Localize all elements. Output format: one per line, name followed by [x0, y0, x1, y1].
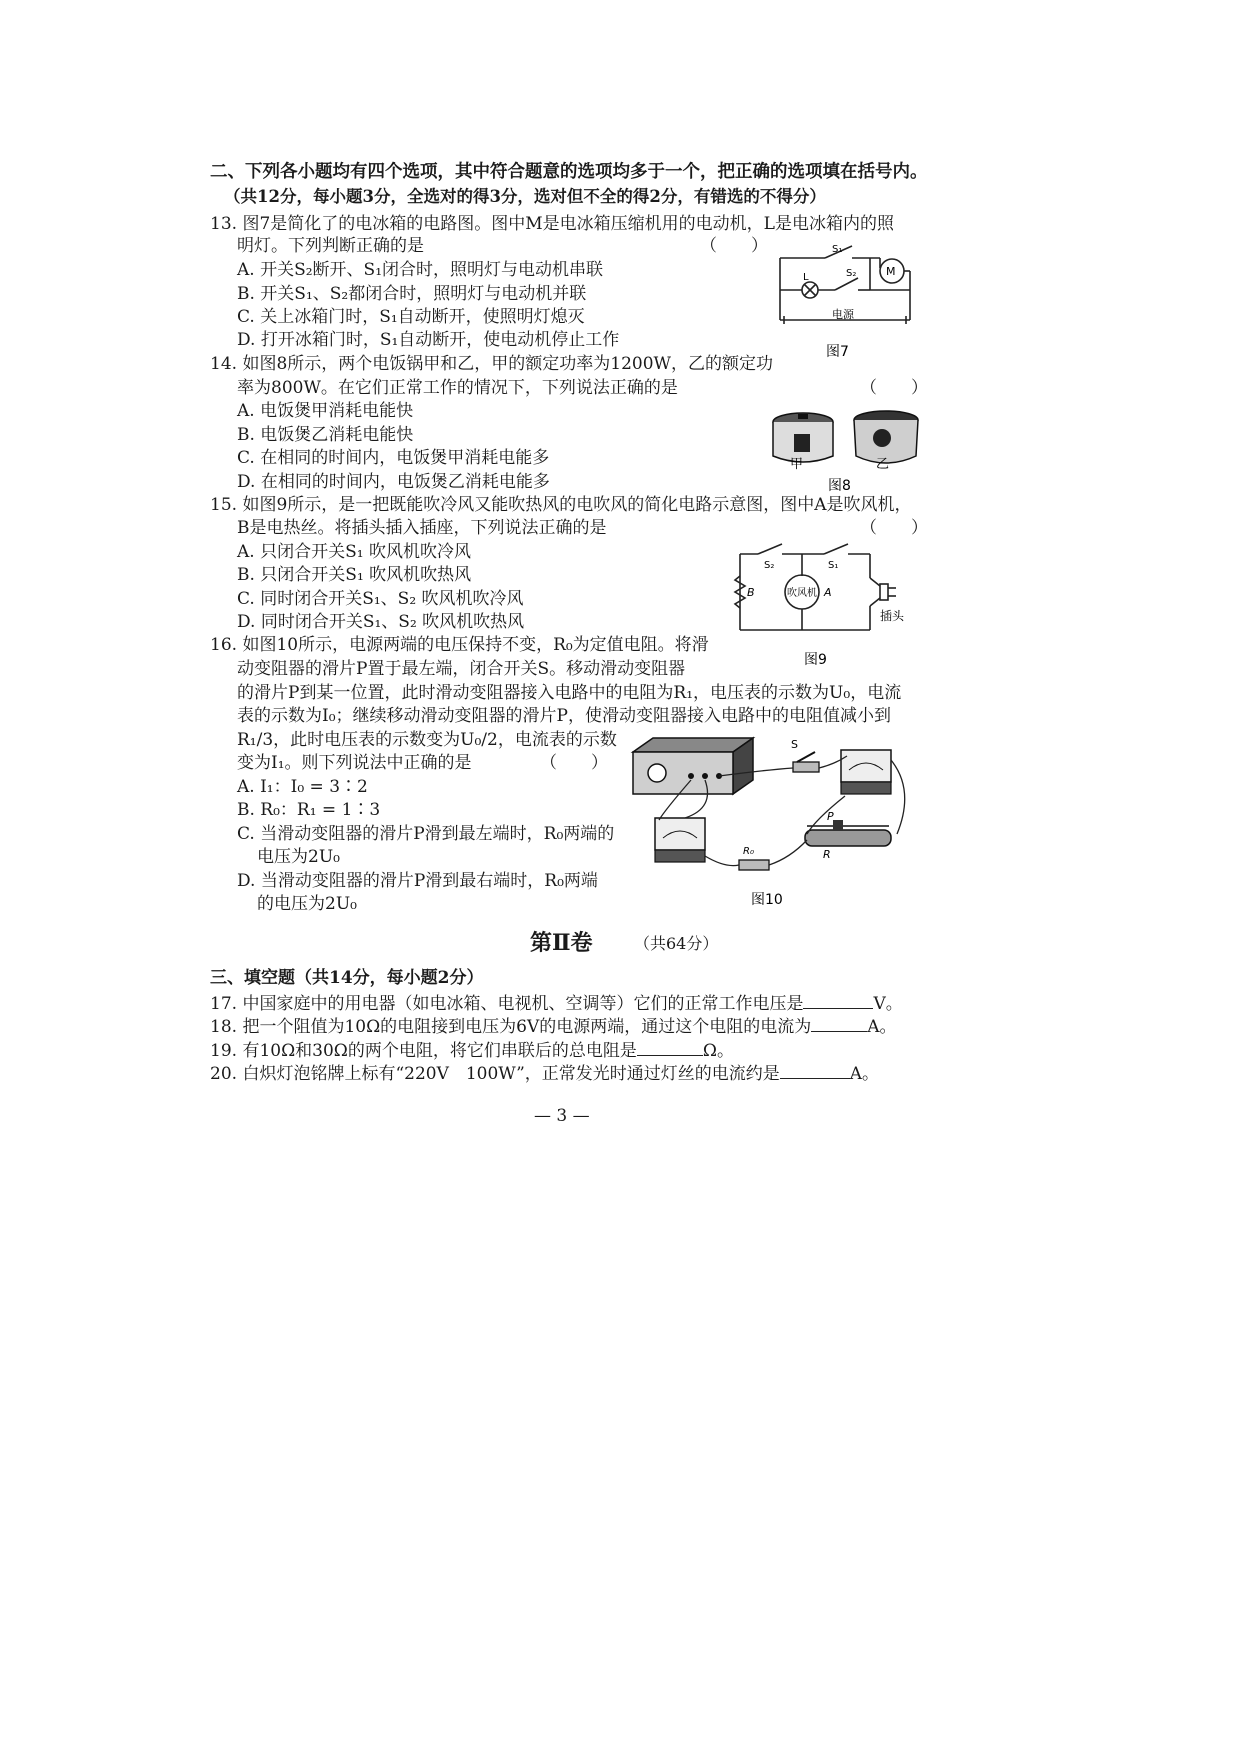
q15-answer-paren: （ ） — [860, 518, 928, 538]
q13-option-b: B. 开关S₁、S₂都闭合时，照明灯与电动机并联 — [237, 284, 587, 304]
q14-option-c: C. 在相同的时间内，电饭煲甲消耗电能多 — [237, 448, 550, 468]
fig10-r0-label: R₀ — [743, 846, 754, 857]
q16-stem-line2: 动变阻器的滑片P置于最左端，闭合开关S。移动滑动变阻器 — [237, 659, 686, 679]
q14-option-b: B. 电饭煲乙消耗电能快 — [237, 425, 414, 445]
fig7-lamp-label: L — [803, 272, 809, 283]
q14-stem-line2: 率为800W。在它们正常工作的情况下，下列说法正确的是 — [237, 378, 678, 398]
resistor-r0-icon — [739, 860, 769, 870]
q16-answer-paren: （ ） — [540, 753, 608, 773]
q15-stem-line2: B是电热丝。将插头插入插座，下列说法正确的是 — [237, 518, 607, 538]
q16-stem-line5: R₁/3，此时电压表的示数变为U₀/2，电流表的示数 — [237, 730, 617, 750]
fig10-caption: 图10 — [751, 892, 783, 908]
q13-answer-paren: （ ） — [700, 236, 768, 256]
q19-blank[interactable] — [637, 1041, 703, 1056]
figure-7-circuit — [770, 238, 920, 368]
q17-blank[interactable] — [803, 994, 873, 1009]
q18-blank[interactable] — [811, 1017, 867, 1032]
rice-cooker-jia-icon — [773, 413, 833, 462]
q18-unit: A。 — [867, 1017, 897, 1037]
q14-stem-line1: 14. 如图8所示，两个电饭锅甲和乙，甲的额定功率为1200W，乙的额定功 — [210, 354, 773, 374]
q14-option-a: A. 电饭煲甲消耗电能快 — [237, 401, 414, 421]
fig8-jia-label: 甲 — [790, 457, 804, 472]
fig9-b-label: B — [747, 586, 755, 599]
fig7-power-label: 电源 — [832, 308, 854, 321]
switch-s-icon — [793, 752, 819, 772]
fig9-fan-label: 吹风机 — [787, 588, 817, 599]
section2-heading: 二、下列各小题均有四个选项，其中符合题意的选项均多于一个，把正确的选项填在括号内。 — [210, 162, 928, 182]
figure-9-hairdryer-circuit — [730, 540, 920, 670]
fig7-motor-label: M — [886, 265, 896, 278]
fig7-s1-label: S₁ — [832, 244, 843, 255]
fig9-caption: 图9 — [804, 652, 827, 668]
q16-stem-line3: 的滑片P到某一位置，此时滑动变阻器接入电路中的电阻为R₁，电压表的示数为U₀，电流 — [237, 683, 902, 703]
fig10-r-label: R — [823, 848, 831, 861]
q15-option-b: B. 只闭合开关S₁ 吹风机吹热风 — [237, 565, 472, 585]
q15-option-d: D. 同时闭合开关S₁、S₂ 吹风机吹热风 — [237, 612, 525, 632]
q15-option-c: C. 同时闭合开关S₁、S₂ 吹风机吹冷风 — [237, 589, 524, 609]
q13-stem-line2: 明灯。下列判断正确的是 — [237, 236, 424, 256]
fig7-caption: 图7 — [826, 344, 849, 360]
q20-line — [210, 1064, 879, 1083]
q16-stem-line6: 变为I₁。则下列说法中正确的是 — [237, 753, 472, 773]
section2-note: （共12分，每小题3分，全选对的得3分，选对但不全的得2分，有错选的不得分） — [224, 187, 826, 206]
fig8-caption: 图8 — [828, 478, 851, 494]
q15-stem-line1: 15. 如图9所示，是一把既能吹冷风又能吹热风的电吹风的简化电路示意图，图中A是吹风机， — [210, 495, 912, 515]
section3-heading: 三、填空题（共14分，每小题2分） — [210, 968, 484, 988]
part2-score: （共64分） — [634, 934, 719, 953]
ammeter-icon — [841, 750, 891, 794]
q13-stem-line1: 13. 图7是简化了的电冰箱的电路图。图中M是电冰箱压缩机用的电动机，L是电冰箱内的照 — [210, 214, 894, 234]
q16-option-b: B. R₀：R₁ = 1∶3 — [237, 800, 381, 820]
q14-answer-paren: （ ） — [860, 378, 928, 398]
fig9-a-label: A — [824, 586, 832, 599]
q13-option-d: D. 打开冰箱门时，S₁自动断开，使电动机停止工作 — [237, 330, 620, 350]
q16-option-d-line2: 的电压为2U₀ — [257, 894, 357, 914]
q19-text: 19. 有10Ω和30Ω的两个电阻，将它们串联后的总电阻是 — [210, 1041, 637, 1061]
q16-stem-line1: 16. 如图10所示，电源两端的电压保持不变，R₀为定值电阻。将滑 — [210, 635, 709, 655]
q14-option-d: D. 在相同的时间内，电饭煲乙消耗电能多 — [237, 472, 550, 492]
q17-line — [210, 994, 903, 1013]
q17-unit: V。 — [873, 994, 903, 1014]
q16-option-c-line2: 电压为2U₀ — [257, 847, 340, 867]
fig8-yi-label: 乙 — [876, 457, 890, 472]
rheostat-icon — [805, 820, 891, 846]
fig10-s-label: S — [791, 738, 798, 751]
power-supply-icon — [633, 738, 753, 794]
fig7-s2-label: S₂ — [846, 268, 857, 279]
q16-option-d-line1: D. 当滑动变阻器的滑片P滑到最右端时，R₀两端 — [237, 871, 598, 891]
rice-cooker-yi-icon — [854, 411, 918, 463]
part2-title: 第Ⅱ卷 — [530, 930, 593, 956]
q18-line — [210, 1017, 897, 1036]
figure-10-apparatus — [625, 730, 915, 910]
q13-option-a: A. 开关S₂断开、S₁闭合时，照明灯与电动机串联 — [237, 260, 604, 280]
page-number: — 3 — — [534, 1106, 590, 1126]
figure-8-rice-cookers — [768, 404, 928, 494]
q16-stem-line4: 表的示数为I₀；继续移动滑动变阻器的滑片P，使滑动变阻器接入电路中的电阻值减小到 — [237, 706, 891, 726]
voltmeter-icon — [655, 818, 705, 862]
fig9-plug-label: 插头 — [880, 609, 905, 623]
fig9-s2-label: S₂ — [764, 560, 775, 571]
q17-text: 17. 中国家庭中的用电器（如电冰箱、电视机、空调等）它们的正常工作电压是 — [210, 994, 804, 1014]
q19-unit: Ω。 — [702, 1041, 735, 1061]
q15-option-a: A. 只闭合开关S₁ 吹风机吹冷风 — [237, 542, 471, 562]
q20-blank[interactable] — [780, 1064, 850, 1079]
fig9-s1-label: S₁ — [828, 560, 839, 571]
q16-option-c-line1: C. 当滑动变阻器的滑片P滑到最左端时，R₀两端的 — [237, 824, 615, 844]
fig10-p-label: P — [827, 810, 834, 823]
q20-unit: A。 — [849, 1064, 880, 1084]
q19-line — [210, 1041, 734, 1060]
q16-option-a: A. I₁：I₀ = 3∶2 — [237, 777, 368, 797]
q13-option-c: C. 关上冰箱门时，S₁自动断开，使照明灯熄灭 — [237, 307, 585, 327]
q20-text: 20. 白炽灯泡铭牌上标有“220V 100W”，正常发光时通过灯丝的电流约是 — [210, 1064, 780, 1084]
q18-text: 18. 把一个阻值为10Ω的电阻接到电压为6V的电源两端，通过这个电阻的电流为 — [210, 1017, 812, 1037]
